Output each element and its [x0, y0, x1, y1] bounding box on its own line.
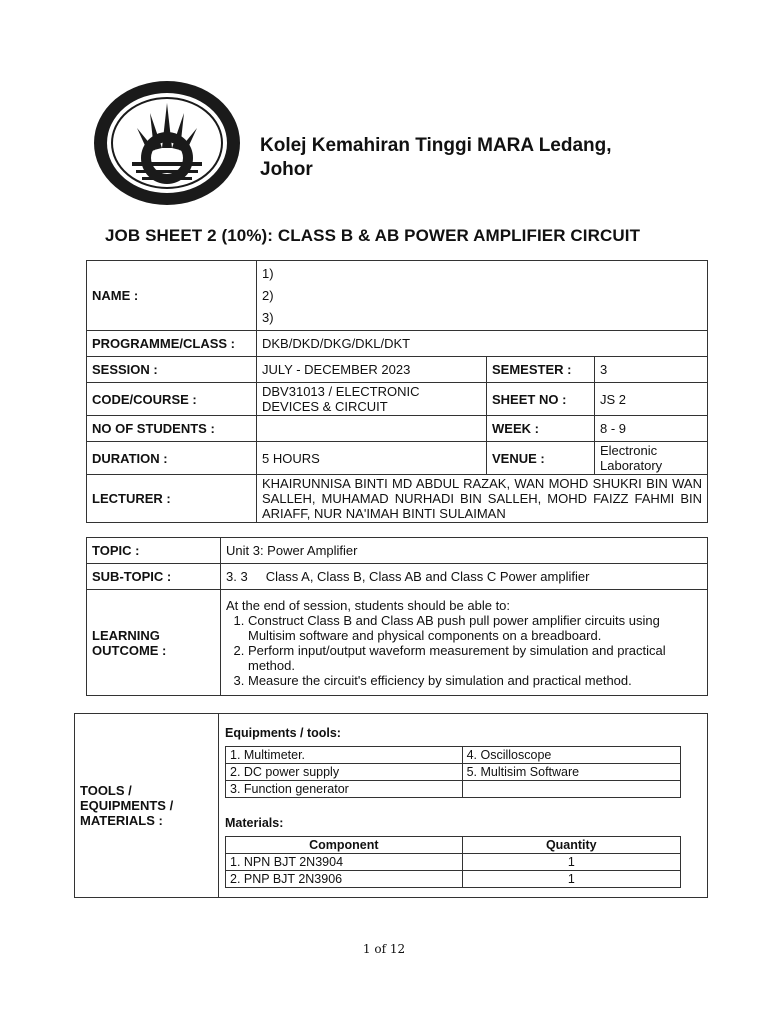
duration-label: DURATION : [87, 442, 257, 475]
course-label: CODE/COURSE : [87, 383, 257, 416]
session-label: SESSION : [87, 357, 257, 383]
topic-label: TOPIC : [87, 538, 221, 564]
lecturer-label: LECTURER : [87, 475, 257, 523]
venue-label: VENUE : [487, 442, 595, 475]
table-row [226, 764, 681, 781]
venue-value [595, 442, 708, 475]
table-row [226, 747, 681, 764]
venue-line1: Electronic [600, 443, 658, 458]
sheet-value: JS 2 [595, 383, 708, 416]
week-label: WEEK : [487, 416, 595, 442]
outcome-list [226, 613, 702, 688]
institution-line2: Johor [260, 159, 313, 180]
course-line2: DEVICES & CIRCUIT [262, 399, 388, 414]
tools-label-line3: MATERIALS : [80, 813, 163, 828]
material-cell: 2. PNP BJT 2N3906 [226, 871, 463, 888]
subtopic-value: 3. 3 Class A, Class B, Class AB and Class C Power amplifier [221, 564, 708, 590]
college-logo [92, 78, 242, 208]
topic-value: Unit 3: Power Amplifier [221, 538, 708, 564]
materials-table [225, 836, 681, 888]
name-2: 2) [262, 287, 274, 303]
table-row [226, 871, 681, 888]
material-qty: 1 [462, 854, 680, 871]
outcome-value [221, 590, 708, 696]
material-qty: 1 [462, 871, 680, 888]
outcome-intro: At the end of session, students should be able to: [226, 597, 511, 613]
table-row [226, 854, 681, 871]
equipment-cell: 3. Function generator [226, 781, 463, 798]
outcome-label-line1: LEARNING [92, 627, 160, 643]
equipment-cell: 2. DC power supply [226, 764, 463, 781]
equipment-cell: 1. Multimeter. [226, 747, 463, 764]
institution-name [260, 134, 612, 182]
tools-label-line1: TOOLS / [80, 783, 132, 798]
names-cell [257, 261, 708, 331]
subtopic-label: SUB-TOPIC : [87, 564, 221, 590]
equipment-heading: Equipments / tools: [225, 726, 341, 740]
students-label: NO OF STUDENTS : [87, 416, 257, 442]
outcome-label [87, 590, 221, 696]
lecturer-value: KHAIRUNNISA BINTI MD ABDUL RAZAK, WAN MOHD SHUKRI BIN WAN SALLEH, MUHAMAD NURHADI BIN SALLEH, MOHD FAIZZ FAHMI BIN ARIAFF, NUR NA'IMAH BINTI SULAIMAN [257, 475, 708, 523]
name-3: 3) [262, 309, 274, 325]
tools-table [74, 713, 708, 898]
week-value: 8 - 9 [595, 416, 708, 442]
semester-value: 3 [595, 357, 708, 383]
tools-label-line2: EQUIPMENTS / [80, 798, 174, 813]
materials-header-quantity: Quantity [462, 837, 680, 854]
equipment-cell [462, 781, 680, 798]
outcome-label-line2: OUTCOME : [92, 642, 167, 658]
materials-header-component: Component [226, 837, 463, 854]
tools-label [75, 714, 219, 898]
materials-heading: Materials: [225, 816, 284, 830]
equipment-table [225, 746, 681, 798]
tools-content [219, 714, 708, 898]
table-header-row [226, 837, 681, 854]
semester-label: SEMESTER : [487, 357, 595, 383]
sheet-label: SHEET NO : [487, 383, 595, 416]
name-1: 1) [262, 265, 274, 281]
table-row [226, 781, 681, 798]
venue-line2: Laboratory [600, 458, 663, 473]
programme-label: PROGRAMME/CLASS : [87, 331, 257, 357]
outcome-item: 3. Measure the circuit's efficiency by simulation and practical method. [248, 673, 702, 688]
material-cell: 1. NPN BJT 2N3904 [226, 854, 463, 871]
equipment-cell: 4. Oscilloscope [462, 747, 680, 764]
institution-line1: Kolej Kemahiran Tinggi MARA Ledang, [260, 135, 612, 156]
course-value [257, 383, 487, 416]
programme-value: DKB/DKD/DKG/DKL/DKT [257, 331, 708, 357]
outcome-item: 2. Perform input/output waveform measurement by simulation and practical method. [248, 643, 702, 673]
students-value [257, 416, 487, 442]
job-sheet-title: JOB SHEET 2 (10%): CLASS B & AB POWER AMPLIFIER CIRCUIT [105, 226, 641, 245]
course-line1: DBV31013 / ELECTRONIC [262, 384, 420, 399]
duration-value: 5 HOURS [257, 442, 487, 475]
info-table [86, 260, 708, 523]
outcome-item: 1. Construct Class B and Class AB push pull power amplifier circuits using Multisim software and physical components on a breadboard. [248, 613, 702, 643]
topic-table [86, 537, 708, 696]
session-value: JULY - DECEMBER 2023 [257, 357, 487, 383]
name-label: NAME : [87, 261, 257, 331]
equipment-cell: 5. Multisim Software [462, 764, 680, 781]
page-number: 1 of 12 [362, 942, 406, 956]
